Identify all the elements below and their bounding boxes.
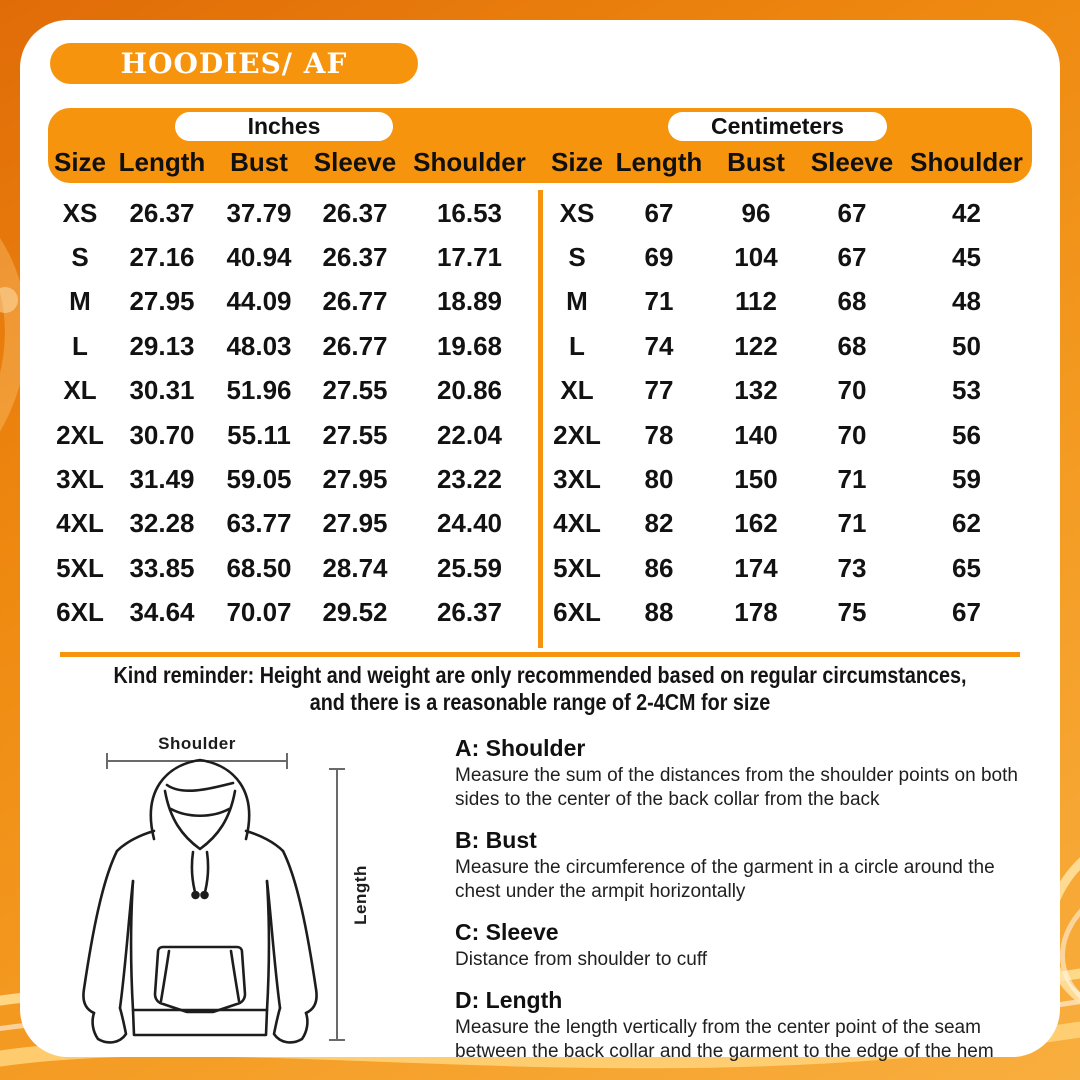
table-cell: M xyxy=(566,286,588,317)
table-header-band xyxy=(48,108,1032,183)
inches-table-body xyxy=(48,191,535,635)
table-cell: 22.04 xyxy=(436,419,503,450)
table-cell: 20.86 xyxy=(436,375,503,406)
table-cell: 68 xyxy=(837,330,867,361)
table-cell: XL xyxy=(560,375,594,406)
measurement-definition xyxy=(455,827,1040,904)
table-cell: 71 xyxy=(644,286,674,317)
table-row xyxy=(545,591,1032,635)
table-cell: 40.94 xyxy=(226,242,292,273)
table-cell: 3XL xyxy=(56,464,104,495)
table-cell: 18.89 xyxy=(436,286,503,317)
table-cell: 27.95 xyxy=(322,464,388,495)
table-cell: 80 xyxy=(644,464,674,495)
table-cell: 67 xyxy=(644,197,674,228)
table-row xyxy=(545,457,1032,501)
table-cell: 30.31 xyxy=(129,375,195,406)
table-cell: XS xyxy=(62,197,98,228)
table-cell: 150 xyxy=(734,464,778,495)
table-cell: 26.77 xyxy=(322,330,388,361)
table-cell: 59 xyxy=(952,464,981,495)
table-cell: 67 xyxy=(837,242,867,273)
table-cell: 26.37 xyxy=(129,197,195,228)
title-pill xyxy=(50,43,418,84)
table-cell: L xyxy=(72,330,88,361)
table-cell: 2XL xyxy=(56,419,104,450)
table-cell: 67 xyxy=(837,197,867,228)
table-row xyxy=(545,280,1032,324)
table-cell: 69 xyxy=(644,242,674,273)
table-cell: 28.74 xyxy=(322,552,388,583)
table-cell: 26.77 xyxy=(322,286,388,317)
column-header: Sleeve xyxy=(313,147,397,177)
measurement-definition xyxy=(455,987,1040,1064)
column-header: Length xyxy=(118,147,206,177)
table-cell: 86 xyxy=(644,552,674,583)
table-cell: 62 xyxy=(952,508,981,539)
table-row xyxy=(48,280,535,324)
table-cell: 104 xyxy=(734,242,778,273)
reminder-line-2: and there is a reasonable range of 2-4CM for size xyxy=(309,689,771,715)
table-cell: 178 xyxy=(734,597,778,628)
table-cell: 55.11 xyxy=(227,419,291,450)
table-cell: 30.70 xyxy=(129,419,195,450)
table-cell: 71 xyxy=(837,464,867,495)
table-cell: 51.96 xyxy=(226,375,292,406)
table-cell: 4XL xyxy=(56,508,104,539)
table-cell: 67 xyxy=(952,597,981,628)
table-cell: 34.64 xyxy=(129,597,195,628)
table-cell: 31.49 xyxy=(129,464,195,495)
table-cell: 16.53 xyxy=(436,197,503,228)
table-cell: 122 xyxy=(734,330,778,361)
table-row xyxy=(48,591,535,635)
table-cell: 88 xyxy=(644,597,674,628)
table-cell: 74 xyxy=(644,330,674,361)
kind-reminder-note xyxy=(93,662,987,716)
table-cell: 68.50 xyxy=(226,552,292,583)
measurement-definition xyxy=(455,735,1040,812)
measurement-definitions xyxy=(455,735,1040,1079)
table-cell: 5XL xyxy=(56,552,104,583)
table-cell: 4XL xyxy=(553,508,601,539)
hoodie-measurement-diagram xyxy=(70,723,400,1055)
table-cell: 6XL xyxy=(553,597,601,628)
table-cell: L xyxy=(569,330,585,361)
table-cell: 77 xyxy=(644,375,674,406)
table-cell: 2XL xyxy=(553,419,601,450)
table-cell: 65 xyxy=(952,552,981,583)
table-cell: 6XL xyxy=(56,597,104,628)
table-cell: 37.79 xyxy=(226,197,292,228)
column-header: Sleeve xyxy=(810,147,894,177)
vertical-table-divider xyxy=(538,190,543,648)
table-row xyxy=(545,235,1032,279)
measurement-label: C: Sleeve xyxy=(455,919,559,945)
centimeters-column-headers xyxy=(545,147,1032,178)
column-header: Bust xyxy=(230,147,288,177)
table-cell: 82 xyxy=(644,508,674,539)
table-cell: XS xyxy=(559,197,595,228)
table-row xyxy=(48,413,535,457)
horizontal-divider xyxy=(60,652,1020,657)
table-cell: 27.16 xyxy=(129,242,195,273)
table-cell: 132 xyxy=(734,375,778,406)
measurement-description: Distance from shoulder to cuff xyxy=(455,949,708,970)
table-cell: 174 xyxy=(734,552,778,583)
table-cell: 24.40 xyxy=(436,508,503,539)
table-cell: 5XL xyxy=(553,552,601,583)
measurement-label: B: Bust xyxy=(455,827,537,853)
centimeters-label: Centimeters xyxy=(711,113,844,139)
table-cell: 70.07 xyxy=(226,597,292,628)
table-cell: 3XL xyxy=(553,464,601,495)
table-cell: S xyxy=(568,242,586,273)
table-row xyxy=(48,369,535,413)
table-cell: 112 xyxy=(735,286,777,317)
table-row xyxy=(545,546,1032,590)
measurement-label: D: Length xyxy=(455,987,563,1013)
table-cell: 44.09 xyxy=(226,286,292,317)
table-cell: 26.37 xyxy=(436,597,503,628)
table-cell: 75 xyxy=(837,597,867,628)
page-title: HOODIES/ AF xyxy=(120,47,348,80)
table-cell: 45 xyxy=(952,242,981,273)
measurement-description: Measure the sum of the distances from the shoulder points on both sides to the center of the back collar from the back xyxy=(455,765,1018,810)
length-diagram-label: Length xyxy=(351,865,370,925)
table-cell: 42 xyxy=(952,197,981,228)
table-row xyxy=(545,369,1032,413)
shoulder-diagram-label: Shoulder xyxy=(158,734,236,753)
measurement-label: A: Shoulder xyxy=(455,735,586,761)
column-header: Size xyxy=(53,147,107,177)
table-cell: 63.77 xyxy=(226,508,292,539)
table-cell: 29.52 xyxy=(322,597,388,628)
table-cell: 25.59 xyxy=(436,552,503,583)
table-cell: 73 xyxy=(837,552,867,583)
measurement-description: Measure the length vertically from the center point of the seam between the back collar and the garment to the edge of the hem xyxy=(455,1017,994,1062)
table-cell: 32.28 xyxy=(129,508,195,539)
table-row xyxy=(545,324,1032,368)
table-cell: 68 xyxy=(837,286,867,317)
table-cell: 140 xyxy=(734,419,778,450)
table-cell: 27.95 xyxy=(129,286,195,317)
column-header: Shoulder xyxy=(413,147,526,177)
table-cell: 17.71 xyxy=(436,242,503,273)
table-cell: 50 xyxy=(952,330,981,361)
table-cell: S xyxy=(71,242,89,273)
column-header: Length xyxy=(615,147,703,177)
table-cell: 19.68 xyxy=(436,330,503,361)
table-cell: 78 xyxy=(644,419,674,450)
table-row xyxy=(545,502,1032,546)
table-cell: XL xyxy=(63,375,97,406)
table-cell: 26.37 xyxy=(322,242,388,273)
table-row xyxy=(48,546,535,590)
column-header: Bust xyxy=(727,147,785,177)
table-cell: 23.22 xyxy=(436,464,503,495)
table-row xyxy=(48,191,535,235)
reminder-line-1: Kind reminder: Height and weight are only recommended based on regular circumstances, xyxy=(113,662,967,688)
table-row xyxy=(545,191,1032,235)
table-cell: M xyxy=(69,286,91,317)
measurement-definition xyxy=(455,919,1040,972)
hoodie-outline-drawing xyxy=(83,760,316,1042)
centimeters-table-body xyxy=(545,191,1032,635)
table-row xyxy=(48,457,535,501)
inches-unit-pill xyxy=(175,112,393,141)
table-cell: 70 xyxy=(837,375,867,406)
inches-label: Inches xyxy=(247,113,321,139)
inches-column-headers xyxy=(48,147,535,178)
measurement-description: Measure the circumference of the garment in a circle around the chest under the armpit horizontally xyxy=(455,857,995,902)
column-header: Shoulder xyxy=(910,147,1023,177)
centimeters-unit-pill xyxy=(668,112,887,141)
table-cell: 48.03 xyxy=(226,330,292,361)
length-measure-line xyxy=(329,769,345,1040)
table-cell: 33.85 xyxy=(129,552,195,583)
table-cell: 162 xyxy=(734,508,778,539)
table-cell: 70 xyxy=(837,419,867,450)
table-row xyxy=(48,502,535,546)
table-cell: 53 xyxy=(952,375,981,406)
table-row xyxy=(545,413,1032,457)
table-row xyxy=(48,324,535,368)
table-cell: 29.13 xyxy=(129,330,195,361)
card xyxy=(20,20,1060,1062)
table-cell: 59.05 xyxy=(226,464,292,495)
table-cell: 56 xyxy=(952,419,981,450)
table-cell: 27.55 xyxy=(322,419,388,450)
table-cell: 48 xyxy=(952,286,981,317)
table-cell: 26.37 xyxy=(322,197,388,228)
table-cell: 27.95 xyxy=(322,508,388,539)
table-row xyxy=(48,235,535,279)
column-header: Size xyxy=(550,147,604,177)
table-cell: 96 xyxy=(741,197,771,228)
table-cell: 71 xyxy=(837,508,867,539)
table-cell: 27.55 xyxy=(322,375,388,406)
